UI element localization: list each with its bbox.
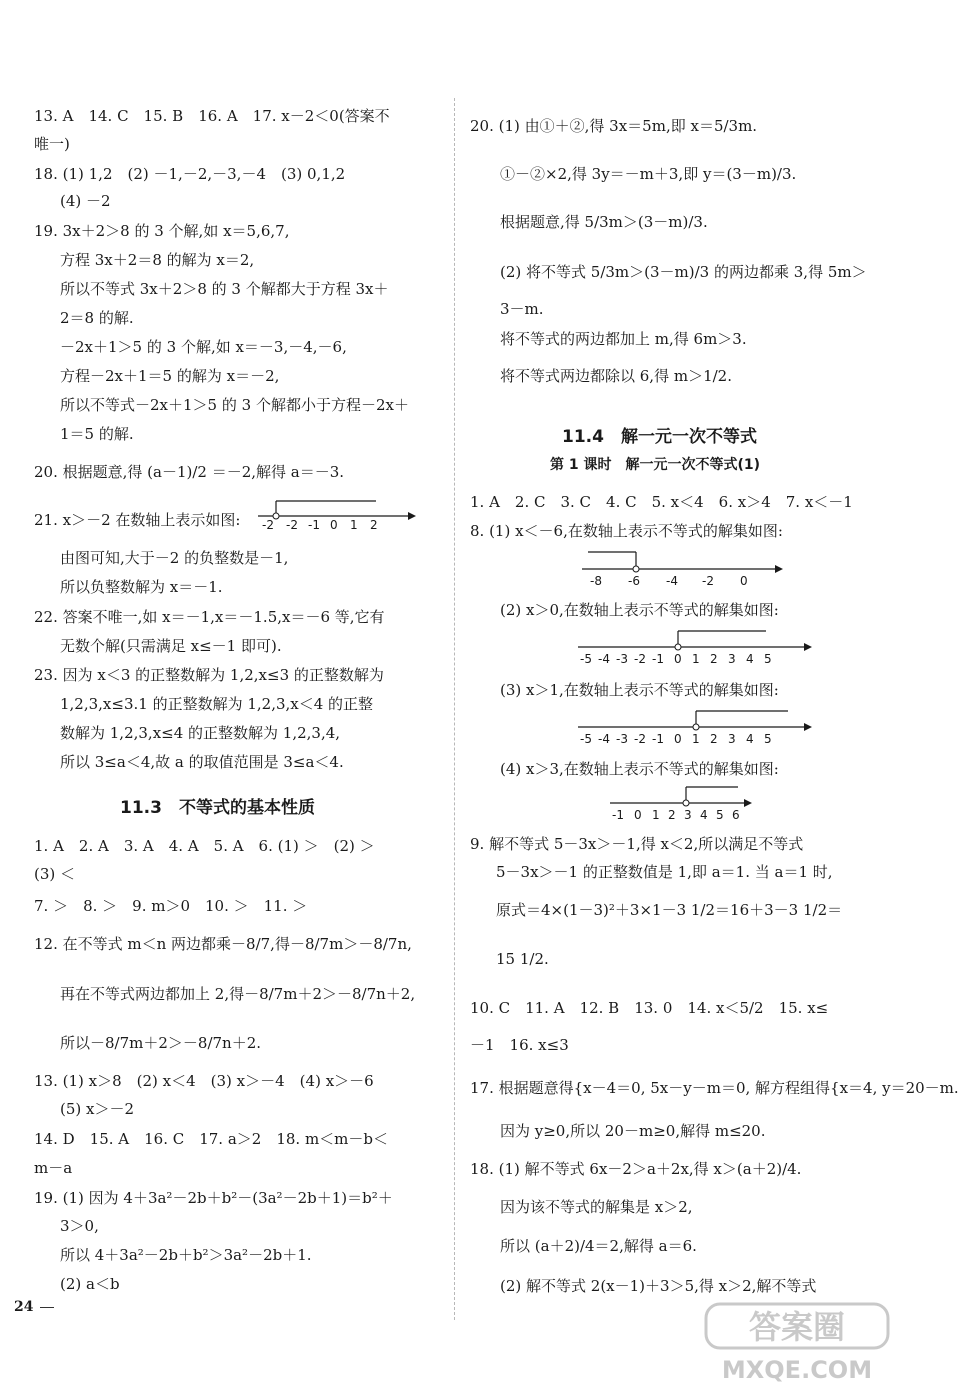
answer-line: －2x＋1＞5 的 3 个解,如 x＝－3,－4,－6, — [60, 338, 347, 356]
tick-label: -2 — [286, 518, 298, 532]
page-number: 24 — [14, 1299, 34, 1315]
answer-line: 10. C 11. A 12. B 13. 0 14. x＜5/2 15. x≤ — [470, 999, 829, 1017]
answer-line: 根据题意,得 5/3m＞(3－m)/3. — [500, 213, 708, 231]
answer-line: 所以 4＋3a²－2b＋b²＞3a²－2b＋1. — [60, 1246, 312, 1264]
answer-line: 14. D 15. A 16. C 17. a＞2 18. m＜m－b＜ — [34, 1130, 388, 1148]
tick-label: 0 — [674, 652, 682, 666]
answer-line: 因为 y≥0,所以 20－m≥0,解得 m≤20. — [500, 1122, 766, 1140]
tick-label: 1 — [692, 732, 700, 746]
tick-label: -1 — [652, 652, 664, 666]
tick-label: 1 — [652, 808, 660, 822]
answer-line: (2) a＜b — [60, 1275, 120, 1293]
answer-line: 13. A 14. C 15. B 16. A 17. x－2＜0(答案不 — [34, 107, 390, 125]
watermark-text: 答案圈 — [748, 1308, 846, 1346]
tick-label: 4 — [746, 652, 754, 666]
answer-line: 将不等式的两边都加上 m,得 6m＞3. — [500, 330, 747, 348]
answer-line: (2) x＞0,在数轴上表示不等式的解集如图: — [500, 601, 779, 619]
tick-label: -2 — [634, 732, 646, 746]
answer-line: 2＝8 的解. — [60, 309, 134, 327]
tick-label: 3 — [728, 652, 736, 666]
tick-label: -3 — [616, 652, 628, 666]
tick-label: 2 — [370, 518, 378, 532]
answer-line: 原式＝4×(1－3)²＋3×1－3 1/2＝16＋3－3 1/2＝ — [496, 901, 843, 919]
answer-line: 17. 根据题意得{x－4＝0, 5x－y－m＝0, 解方程组得{x＝4, y＝20－m. — [470, 1079, 959, 1097]
tick-label: 5 — [716, 808, 724, 822]
answer-line: 7. ＞ 8. ＞ 9. m＞0 10. ＞ 11. ＞ — [34, 897, 308, 915]
tick-label: 5 — [764, 652, 772, 666]
tick-label: -5 — [580, 732, 592, 746]
answer-line: 22. 答案不唯一,如 x＝－1,x＝－1.5,x＝－6 等,它有 — [34, 608, 385, 626]
answer-line: 8. (1) x＜－6,在数轴上表示不等式的解集如图: — [470, 522, 783, 540]
answer-line: (2) 将不等式 5/3m＞(3－m)/3 的两边都乘 3,得 5m＞ — [500, 263, 867, 281]
number-line-8-4 — [610, 784, 760, 824]
number-line-svg — [578, 628, 818, 668]
number-line-svg — [578, 708, 818, 748]
answer-line: 20. (1) 由①＋②,得 3x＝5m,即 x＝5/3m. — [470, 117, 758, 135]
answer-line: 无数个解(只需满足 x≤－1 即可). — [60, 637, 282, 655]
watermark-logo — [702, 1300, 892, 1386]
tick-label: -8 — [590, 574, 602, 588]
number-line-svg — [582, 548, 787, 588]
tick-label: 1 — [692, 652, 700, 666]
tick-label: 0 — [330, 518, 338, 532]
answer-line: 将不等式两边都除以 6,得 m＞1/2. — [500, 367, 732, 385]
answer-line: 由图可知,大于－2 的负整数是－1, — [60, 549, 289, 567]
answer-line: (4) －2 — [60, 192, 111, 210]
answer-line: 所以不等式－2x＋1＞5 的 3 个解都小于方程－2x＋ — [60, 396, 409, 414]
number-line-svg — [258, 498, 418, 532]
tick-label: -4 — [598, 732, 610, 746]
tick-label: 0 — [674, 732, 682, 746]
tick-label: -1 — [308, 518, 320, 532]
tick-label: -2 — [702, 574, 714, 588]
section-heading-11-3: 11.3 不等式的基本性质 — [120, 798, 315, 818]
tick-label: -3 — [616, 732, 628, 746]
answer-line: 唯一) — [34, 135, 70, 153]
tick-label: 2 — [710, 732, 718, 746]
tick-label: -2 — [634, 652, 646, 666]
column-divider — [454, 98, 455, 1320]
number-line-svg — [610, 784, 760, 824]
answer-line: ①－②×2,得 3y＝－m＋3,即 y＝(3－m)/3. — [500, 165, 797, 183]
answer-line: 方程－2x＋1＝5 的解为 x＝－2, — [60, 367, 280, 385]
answer-line: 18. (1) 1,2 (2) －1,－2,－3,－4 (3) 0,1,2 — [34, 165, 346, 183]
tick-label: 1 — [350, 518, 358, 532]
answer-line: 3－m. — [500, 300, 544, 318]
answer-line: 18. (1) 解不等式 6x－2＞a＋2x,得 x＞(a＋2)/4. — [470, 1160, 802, 1178]
tick-label: 4 — [746, 732, 754, 746]
tick-label: 4 — [700, 808, 708, 822]
answer-line: 再在不等式两边都加上 2,得－8/7m＋2＞－8/7n＋2, — [60, 985, 416, 1003]
answer-line: 因为该不等式的解集是 x＞2, — [500, 1198, 693, 1216]
answer-line: 1,2,3,x≤3.1 的正整数解为 1,2,3,x＜4 的正整 — [60, 695, 374, 713]
tick-label: -4 — [666, 574, 678, 588]
tick-label: -1 — [612, 808, 624, 822]
number-line-8-1 — [582, 548, 787, 588]
number-line-21 — [258, 498, 418, 532]
tick-label: -1 — [652, 732, 664, 746]
answer-line: m－a — [34, 1159, 73, 1177]
answer-line: 数解为 1,2,3,x≤4 的正整数解为 1,2,3,4, — [60, 724, 341, 742]
lesson-subheading: 第 1 课时 解一元一次不等式(1) — [550, 457, 761, 473]
answer-line: 1＝5 的解. — [60, 425, 134, 443]
answer-line: 19. (1) 因为 4＋3a²－2b＋b²－(3a²－2b＋1)＝b²＋ — [34, 1189, 393, 1207]
tick-label: 6 — [732, 808, 740, 822]
tick-label: -4 — [598, 652, 610, 666]
tick-label: 2 — [710, 652, 718, 666]
answer-line: 20. 根据题意,得 (a－1)/2 ＝－2,解得 a＝－3. — [34, 463, 345, 481]
answer-line: 19. 3x＋2＞8 的 3 个解,如 x＝5,6,7, — [34, 222, 290, 240]
answer-line: 方程 3x＋2＝8 的解为 x＝2, — [60, 251, 255, 269]
answer-line: 所以 3≤a＜4,故 a 的取值范围是 3≤a＜4. — [60, 753, 344, 771]
answer-line: (2) 解不等式 2(x－1)＋3＞5,得 x＞2,解不等式 — [500, 1277, 817, 1295]
tick-label: -6 — [628, 574, 640, 588]
answer-line: 3＞0, — [60, 1217, 99, 1235]
watermark-url: MXQE.COM — [721, 1356, 873, 1384]
answer-line: 1. A 2. C 3. C 4. C 5. x＜4 6. x＞4 7. x＜－1 — [470, 493, 853, 511]
answer-line: 12. 在不等式 m＜n 两边都乘－8/7,得－8/7m＞－8/7n, — [34, 935, 412, 953]
tick-label: 0 — [634, 808, 642, 822]
answer-line: 1. A 2. A 3. A 4. A 5. A 6. (1) ＞ (2) ＞ — [34, 837, 375, 855]
answer-line: (5) x＞－2 — [60, 1100, 135, 1118]
tick-label: 0 — [740, 574, 748, 588]
tick-label: 3 — [728, 732, 736, 746]
answer-line: (3) x＞1,在数轴上表示不等式的解集如图: — [500, 681, 779, 699]
tick-label: 3 — [684, 808, 692, 822]
answer-line: 15 1/2. — [496, 950, 549, 968]
answer-line: (4) x＞3,在数轴上表示不等式的解集如图: — [500, 760, 779, 778]
answer-line: 13. (1) x＞8 (2) x＜4 (3) x＞－4 (4) x＞－6 — [34, 1072, 374, 1090]
section-heading-11-4: 11.4 解一元一次不等式 — [562, 427, 757, 447]
page-number-dash — [40, 1307, 54, 1308]
answer-line: －1 16. x≤3 — [470, 1036, 569, 1054]
answer-line: 所以－8/7m＋2＞－8/7n＋2. — [60, 1034, 262, 1052]
answer-line: 所以不等式 3x＋2＞8 的 3 个解都大于方程 3x＋ — [60, 280, 389, 298]
answer-line: 所以 (a＋2)/4＝2,解得 a＝6. — [500, 1237, 697, 1255]
tick-label: 2 — [668, 808, 676, 822]
watermark-svg — [702, 1300, 892, 1386]
answer-line: 23. 因为 x＜3 的正整数解为 1,2,x≤3 的正整数解为 — [34, 666, 384, 684]
answer-line: 9. 解不等式 5－3x＞－1,得 x＜2,所以满足不等式 — [470, 835, 804, 853]
answer-line: (3) ＜ — [34, 865, 76, 883]
tick-label: -2 — [262, 518, 274, 532]
answer-line: 21. x＞－2 在数轴上表示如图: — [34, 511, 241, 529]
answer-line: 5－3x＞－1 的正整数值是 1,即 a＝1. 当 a＝1 时, — [496, 863, 833, 881]
tick-label: 5 — [764, 732, 772, 746]
number-line-8-2 — [578, 628, 818, 668]
tick-label: -5 — [580, 652, 592, 666]
answer-line: 所以负整数解为 x＝－1. — [60, 578, 223, 596]
number-line-8-3 — [578, 708, 818, 748]
